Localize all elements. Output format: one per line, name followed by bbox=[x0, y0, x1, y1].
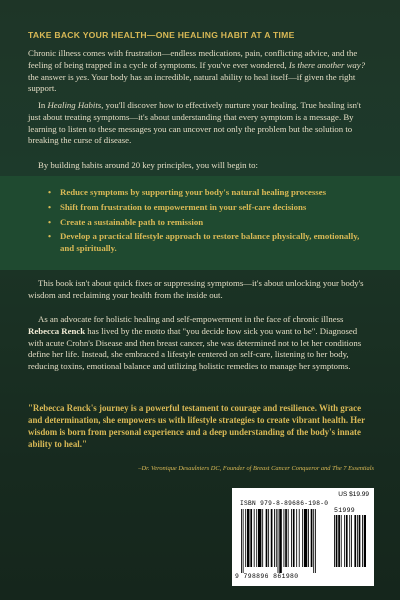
barcode-box bbox=[232, 488, 374, 586]
bullet-icon: • bbox=[48, 187, 52, 197]
author-bio-paragraph: As an advocate for holistic healing and self-empowerment in the face of chronic illness Rebecca Renck has lived by the motto that "you decide how sick you want to be". Diagnosed with acute Crohn's Disease and then breast cancer, she was determined not to let her conditions define her life. Instead, she embraced a lifestyle centered on self-care, listening to her body, reducing toxins, emotional balance and utilizing holistic remedies to manage her symptoms. bbox=[28, 314, 362, 372]
bullet-icon: • bbox=[48, 231, 52, 242]
price-supplement-digits: 51999 bbox=[334, 507, 356, 514]
bullet-icon: • bbox=[48, 201, 52, 212]
endorsement-quote: "Rebecca Renck's journey is a powerful testament to courage and resilience. With grace and determination, she empowers us with lifestyle strategies to create vibrant health. Her wisdom is born from personal experience and a deep understanding of the body's innate ability to heal." bbox=[28, 403, 365, 449]
ean-digits: 9 798896 861980 bbox=[235, 573, 299, 580]
author-name: Rebecca Renck bbox=[28, 325, 86, 336]
intro-paragraph: Chronic illness comes with frustration—endless medications, pain, conflicting advice, and the feeling of being trapped in a cycle of symptoms. If you've ever wondered, Is there another way? the answer is yes. Your body has an incredible, natural ability to heal itself—if given the right support. bbox=[28, 48, 366, 94]
list-item: • Shift from frustration to empowerment in your self-care decisions bbox=[48, 201, 307, 212]
list-item: • Reduce symptoms by supporting your body's natural healing processes bbox=[48, 187, 327, 197]
benefit-list bbox=[48, 187, 372, 258]
book-title: Healing Habits bbox=[47, 100, 102, 110]
supplement-barcode bbox=[332, 515, 366, 573]
principles-paragraph: By building habits around 20 key principles, you will begin to: bbox=[38, 160, 258, 170]
endorsement-attribution: –Dr. Veronique Desaulniers DC, Founder of Breast Cancer Conqueror and The 7 Essentials bbox=[138, 465, 374, 472]
ean-barcode bbox=[239, 509, 331, 573]
price-label: US $19.99 bbox=[338, 491, 369, 498]
healing-habits-paragraph: In Healing Habits, you'll discover how to effectively nurture your healing. True healing isn't just about treating symptoms—it's about understanding that every symptom is a message. By learning to listen to these messages you can uncover not only the problem but the solution to breaking the curse of disease. bbox=[28, 100, 362, 146]
book-purpose-paragraph: This book isn't about quick fixes or suppressing symptoms—it's about unlocking your body's wisdom and reclaiming your health from the inside out. bbox=[28, 278, 364, 300]
list-item: • Create a sustainable path to remission bbox=[48, 216, 204, 227]
isbn-label: ISBN 979-8-89686-198-0 bbox=[240, 500, 329, 507]
bullet-icon: • bbox=[48, 216, 52, 227]
headline: TAKE BACK YOUR HEALTH—ONE HEALING HABIT AT A TIME bbox=[28, 30, 295, 40]
list-item: • Develop a practical lifestyle approach to restore balance physically, emotionally, and spiritually. bbox=[48, 231, 360, 254]
